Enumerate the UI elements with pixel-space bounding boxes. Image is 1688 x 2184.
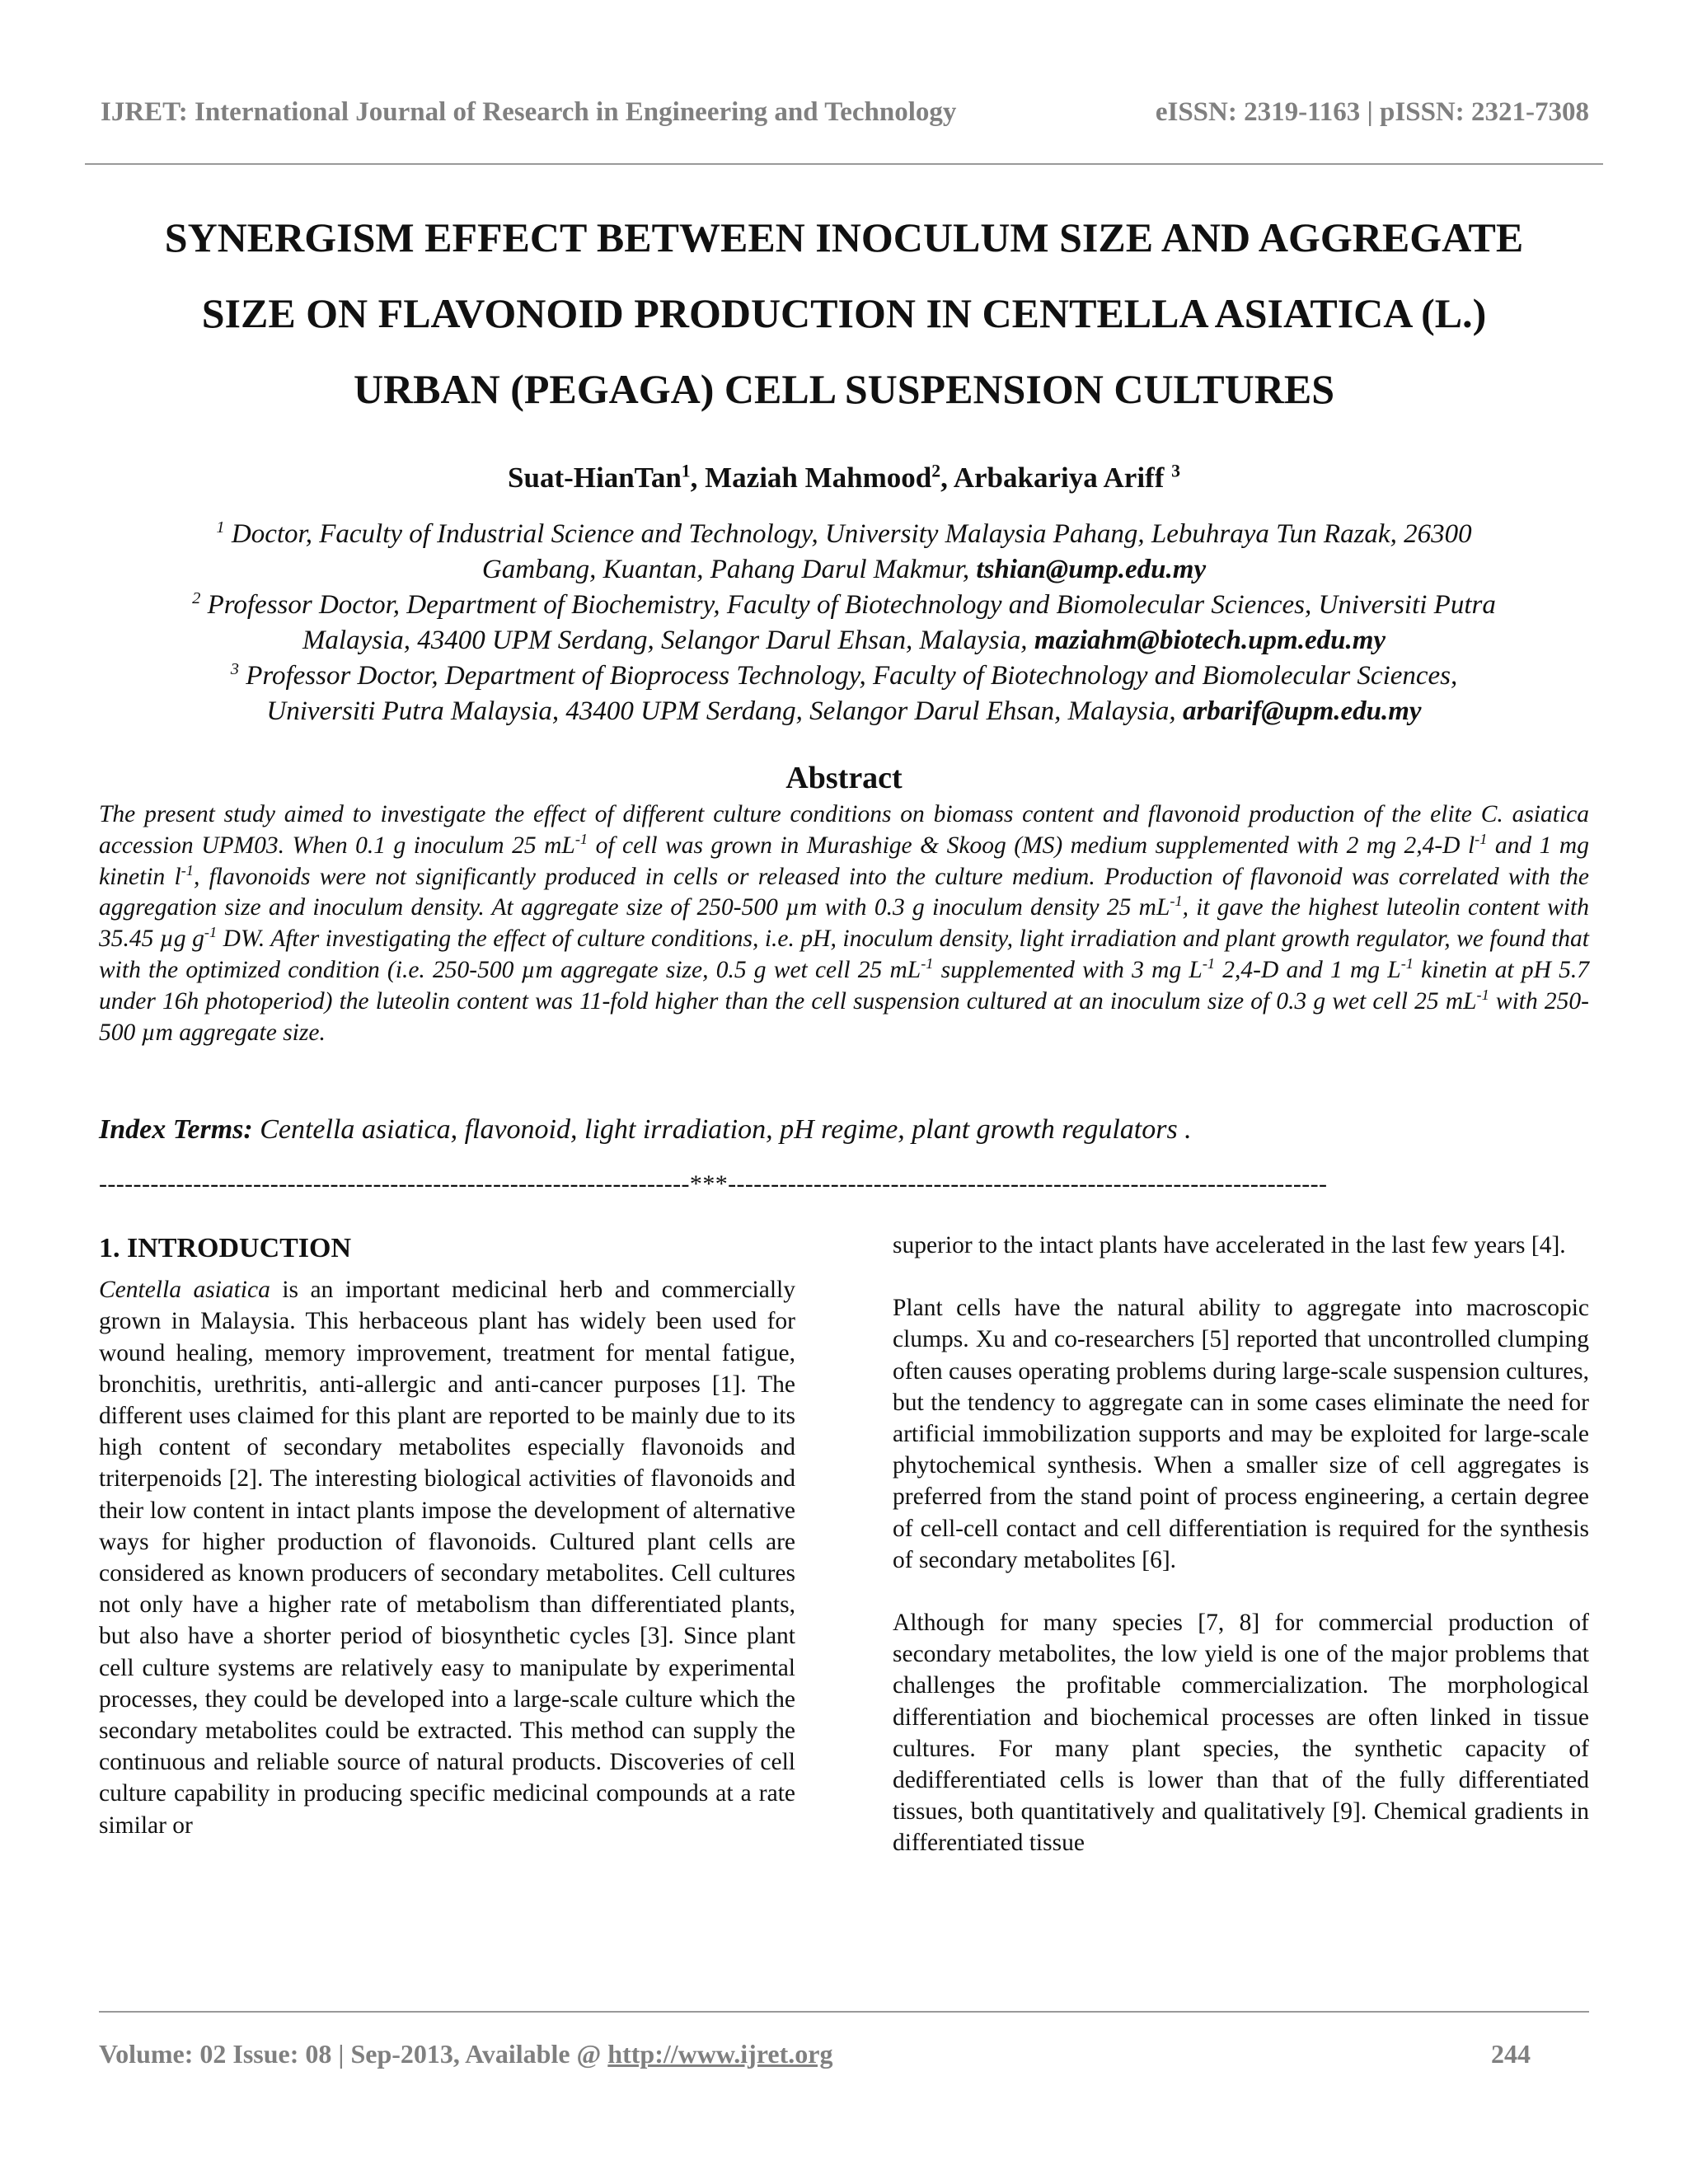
journal-url-link[interactable]: http://www.ijret.org — [607, 2039, 833, 2069]
volume-info: Volume: 02 Issue: 08 | Sep-2013, Available @ http://www.ijret.org — [99, 2039, 833, 2069]
page-number: 244 — [1491, 2039, 1531, 2069]
affiliation-3: $^3$ Professor Doctor, Department of Bioprocess Technology, Faculty of Biotechnology and Biomolecular Sciences, Universiti Putra Malaysia, 43400 UPM Serdang, Selangor Darul Ehsan, Malaysia, arbarif@upm.edu.my — [230, 660, 1458, 726]
abstract-heading: Abstract — [785, 761, 903, 795]
section-heading: 1. INTRODUCTION — [99, 1233, 352, 1263]
author-sup: 2 — [931, 461, 941, 481]
title-line-1: SYNERGISM EFFECT BETWEEN INOCULUM SIZE AND AGGREGATE — [164, 214, 1524, 260]
author-name: Maziah Mahmood — [705, 462, 932, 494]
author-list: Suat-HianTan$^1$, Maziah Mahmood$^2$, Arbakariya Ariff $^3$ — [508, 461, 1180, 494]
title-line-2: SIZE ON FLAVONOID PRODUCTION IN CENTELLA ASIATICA (L.) — [201, 290, 1487, 336]
right-column — [893, 1230, 1589, 1859]
affiliation-1: $^1$ Doctor, Faculty of Industrial Science and Technology, University Malaysia Pahang, Lebuhraya Tun Razak, 26300 Gambang, Kuantan, Pahang Darul Makmur, tshian@ump.edu.my — [216, 518, 1472, 584]
affiliation-2: $^2$ Professor Doctor, Department of Biochemistry, Faculty of Biotechnology and Biomolecular Sciences, Universiti Putra Malaysia, 43400 UPM Serdang, Selangor Darul Ehsan, Malaysia, maziahm@biotech.upm.edu.my — [192, 589, 1496, 655]
abstract-text: The present study aimed to investigate the effect of different culture conditions on biomass content and flavonoid production of the elite C. asiatica accession UPM03. When 0.1 g inoculum 25 $mL^{-1}$ of cell was grown in Murashige & Skoog (MS) medium supplemented with 2 mg 2,4-D $l^{-1}$ and 1 mg kinetin $l^{-1}$, flavonoids were not significantly produced in cells or released into the culture medium. Production of flavonoid was correlated with the aggregation size and inoculum density. At aggregate size of 250-500 µm with 0.3 g inoculum density 25 $mL^{-1}$, it gave the highest luteolin content with 35.45 µg $g^{-1}$ DW. After investigating the effect of culture conditions, i.e. pH, inoculum density, light irradiation and plant growth regulator, we found that with the optimized condition (i.e. 250-500 µm aggregate size, 0.5 g wet cell 25 $mL^{-1}$ supplemented with 3 mg $L^{-1}$ 2,4-D and 1 mg $L^{-1}$ kinetin at pH 5.7 under 16h photoperiod) the luteolin content was 11-fold higher than the cell suspension cultured at an inoculum size of 0.3 g wet cell 25 $mL^{-1}$ with 250-500 µm aggregate size. — [99, 801, 1589, 1046]
author-sup: 1 — [681, 461, 691, 481]
affiliations — [85, 517, 1603, 729]
header-divider — [85, 163, 1603, 165]
issn-numbers: eISSN: 2319-1163 | pISSN: 2321-7308 — [1155, 97, 1589, 127]
email-link[interactable]: arbarif@upm.edu.my — [1182, 696, 1422, 726]
index-terms-label: Index Terms: — [99, 1114, 253, 1145]
aggregation-paragraph: Plant cells have the natural ability to aggregate into macroscopic clumps. Xu and co-researchers [5] reported that uncontrolled clumping often causes operating problems during large-scale suspension cultures, but the tendency to aggregate can in some cases eliminate the need for artificial immobilization supports and may be exploited for large-scale phytochemical synthesis. When a smaller size of cell aggregates is preferred from the stand point of process engineering, a certain degree of cell-cell contact and cell differentiation is required for the synthesis of secondary metabolites [6]. — [893, 1295, 1589, 1573]
author-name: Suat-HianTan — [508, 462, 682, 494]
yield-paragraph: Although for many species [7, 8] for commercial production of secondary metabolites, the low yield is one of the major problems that challenges the profitable commercialization. The morphological differentiation and biochemical processes are often linked in tissue cultures. For many plant species, the synthetic capacity of dedifferentiated cells is lower than that of the fully differentiated tissues, both quantitatively and qualitatively [9]. Chemical gradients in differentiated tissue — [893, 1610, 1589, 1857]
email-link[interactable]: maziahm@biotech.upm.edu.my — [1034, 626, 1386, 655]
index-terms — [99, 1114, 1589, 1146]
running-footer — [99, 2039, 1531, 2069]
author-sup: 3 — [1171, 461, 1180, 481]
journal-name: IJRET: International Journal of Research in Engineering and Technology — [101, 97, 957, 127]
intro-paragraph: Centella asiatica is an important medicinal herb and commercially grown in Malaysia. This herbaceous plant has widely been used for wound healing, memory improvement, treatment for mental fatigue, bronchitis, urethritis, anti-allergic and anti-cancer purposes [1]. The different uses claimed for this plant are reported to be mainly due to its high content of secondary metabolites especially flavonoids and triterpenoids [2]. The interesting biological activities of flavonoids and their low content in intact plants impose the development of alternative ways for higher production of flavonoids. Cultured plant cells are considered as known producers of secondary metabolites. Cell cultures not only have a higher rate of metabolism than differentiated plants, but also have a shorter period of biosynthetic cycles [3]. Since plant cell culture systems are relatively easy to manipulate by experimental processes, they could be developed into a large-scale culture which the secondary metabolites could be extracted. This method can supply the continuous and reliable source of natural products. Discoveries of cell culture capability in producing specific medicinal compounds at a rate similar or — [99, 1277, 795, 1839]
author-name: Arbakariya Ariff — [953, 462, 1165, 494]
intro-paragraph-continued: superior to the intact plants have accelerated in the last few years [4]. — [893, 1232, 1566, 1258]
index-terms-text: Centella asiatica, flavonoid, light irradiation, pH regime, plant growth regulators . — [252, 1114, 1192, 1145]
paper-title — [85, 199, 1603, 427]
footer-divider — [99, 2011, 1589, 2013]
running-header — [101, 97, 1589, 128]
section-separator: ---------------------------------------------------------------------***---------------------------------------------------------------------- — [99, 1170, 1328, 1197]
left-column — [99, 1233, 795, 1841]
title-line-3: URBAN (PEGAGA) CELL SUSPENSION CULTURES — [353, 366, 1335, 412]
email-link[interactable]: tshian@ump.edu.my — [976, 555, 1207, 584]
